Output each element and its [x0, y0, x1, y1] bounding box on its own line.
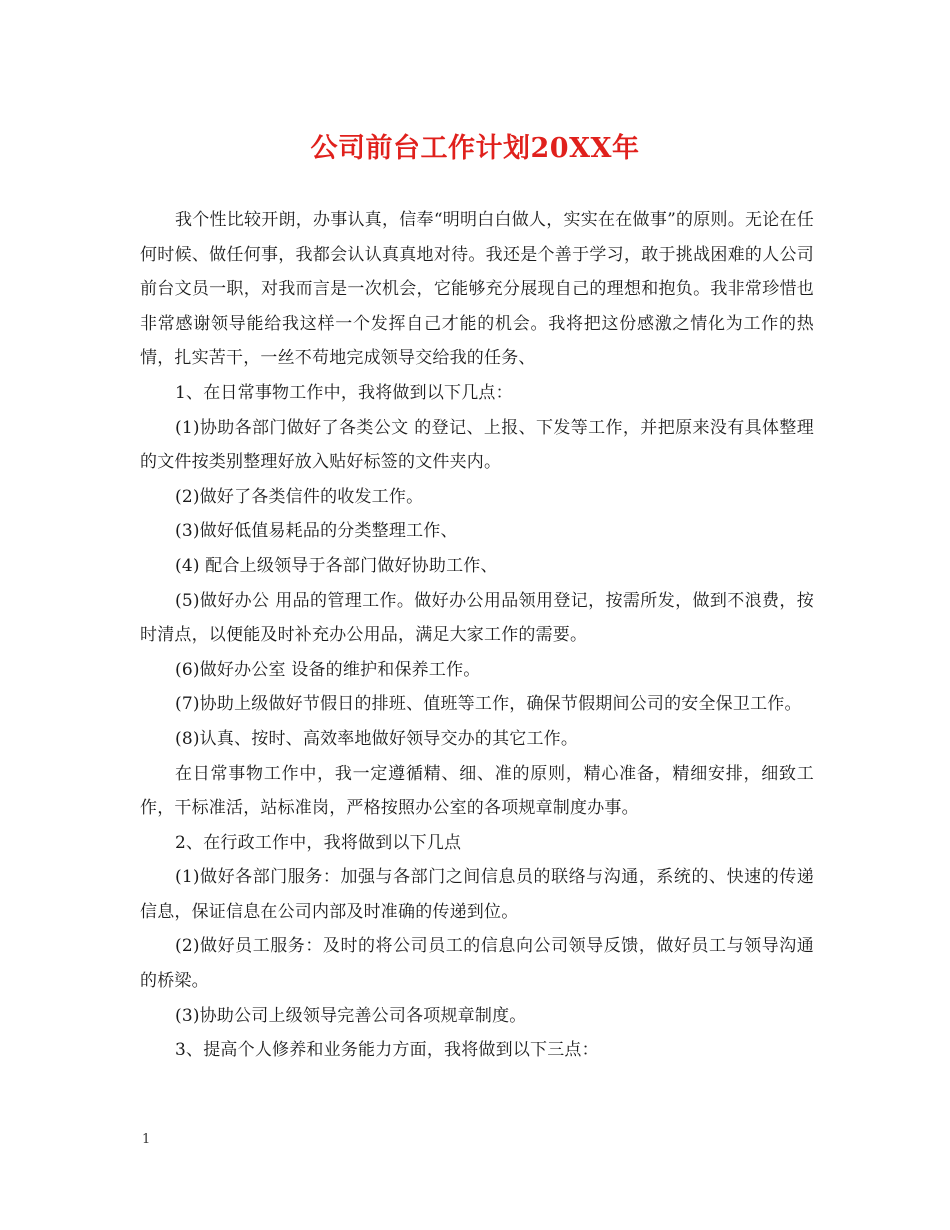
list-item: (5)做好办公 用品的管理工作。做好办公用品领用登记，按需所发，做到不浪费，按时清点，以便能及时补充办公用品，满足大家工作的需要。	[140, 590, 814, 646]
section-heading-self-improvement: 3、提高个人修养和业务能力方面，我将做到以下三点：	[175, 1040, 599, 1061]
section-heading-admin-work: 2、在行政工作中，我将做到以下几点	[175, 832, 462, 853]
list-item: (3)协助公司上级领导完善公司各项规章制度。	[175, 1005, 527, 1026]
list-item: (7)协助上级做好节假日的排班、值班等工作，确保节假期间公司的安全保卫工作。	[175, 694, 802, 715]
paragraph-intro: 我个性比较开朗，办事认真，信奉“明明白白做人，实实在在做事”的原则。无论在任何时候、做任何事，我都会认认真真地对待。我还是个善于学习，敢于挑战困难的人公司前台文员一职，对我而言是一次机会，它能够充分展现自己的理想和抱负。我非常珍惜也非常感谢领导能给我这样一个发挥自己才能的机会。我将把这份感激之情化为工作的热情，扎实苦干，一丝不苟地完成领导交给我的任务、	[140, 210, 814, 369]
list-item: (6)做好办公室 设备的维护和保养工作。	[175, 659, 481, 680]
list-item: (4) 配合上级领导于各部门做好协助工作、	[175, 555, 498, 576]
list-item: (1)做好各部门服务：加强与各部门之间信息员的联络与沟通，系统的、快速的传递信息，保证信息在公司内部及时准确的传递到位。	[140, 867, 814, 922]
list-item: (2)做好员工服务：及时的将公司员工的信息向公司领导反馈，做好员工与领导沟通的桥梁。	[140, 936, 814, 992]
list-item: (3)做好低值易耗品的分类整理工作、	[175, 521, 458, 542]
list-item: (1)协助各部门做好了各类公文 的登记、上报、下发等工作，并把原来没有具体整理的文件按类别整理好放入贴好标签的文件夹内。	[140, 417, 814, 473]
document-body	[140, 203, 814, 1068]
page-number: 1	[142, 1132, 151, 1147]
paragraph-principles: 在日常事物工作中，我一定遵循精、细、准的原则，精心准备，精细安排，细致工作，干标准活，站标准岗，严格按照办公室的各项规章制度办事。	[140, 763, 814, 819]
list-item: (8)认真、按时、高效率地做好领导交办的其它工作。	[175, 728, 579, 749]
section-heading-daily-work: 1、在日常事物工作中，我将做到以下几点：	[175, 382, 513, 403]
list-item: (2)做好了各类信件的收发工作。	[175, 486, 424, 507]
document-title: 公司前台工作计划20XX年	[310, 133, 640, 164]
